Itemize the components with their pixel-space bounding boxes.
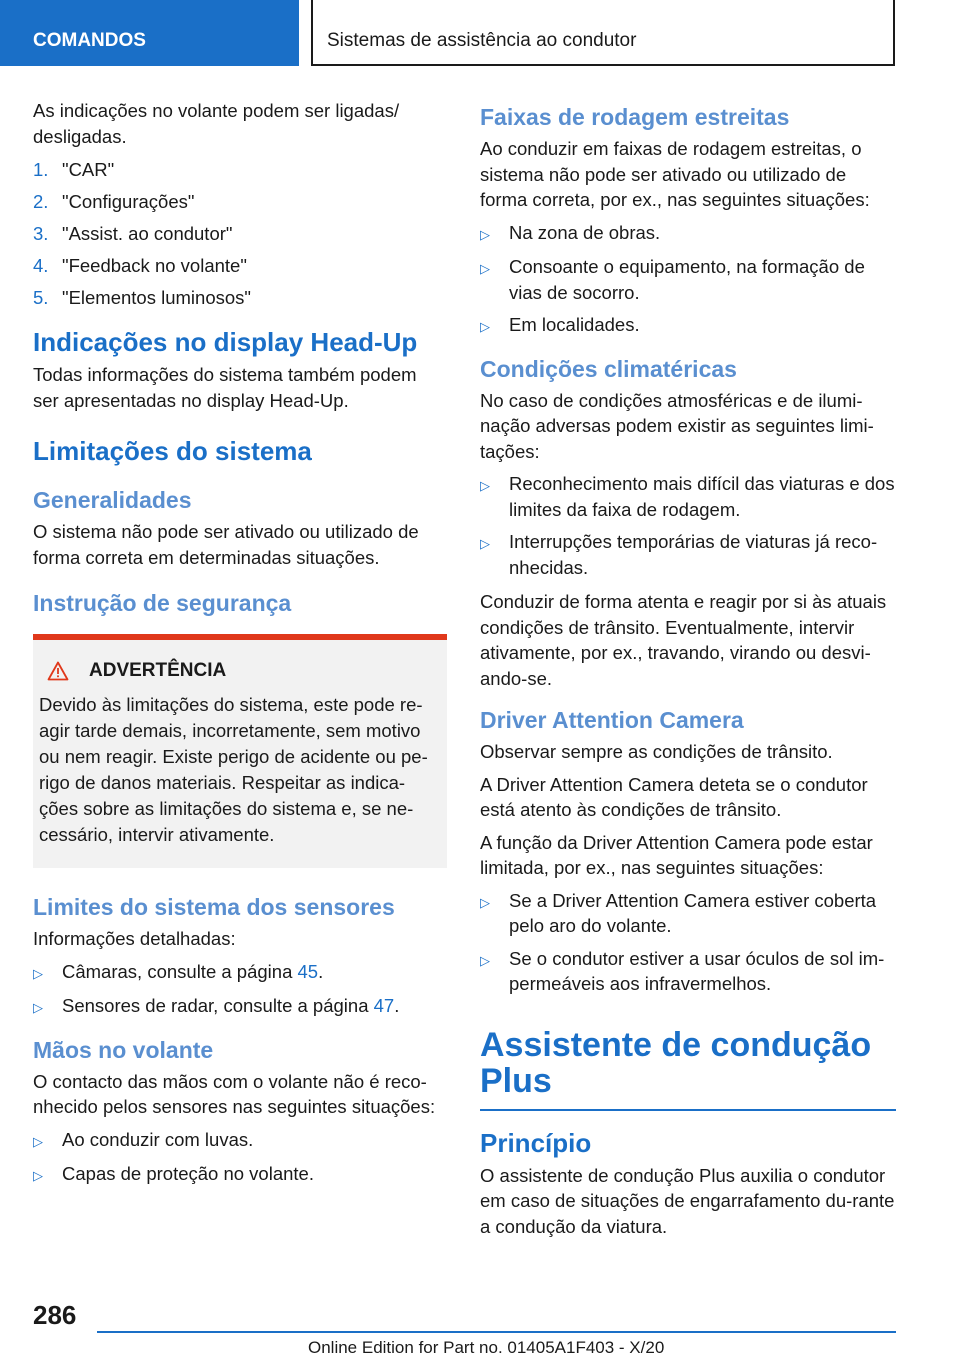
list-item [33, 993, 447, 1021]
step-number: 4. [33, 255, 49, 276]
step-number: 5. [33, 287, 49, 308]
page-link-radar[interactable]: 47 [373, 995, 395, 1016]
weather-heading: Condições climatéricas [480, 355, 737, 382]
step-text: "Assist. ao condutor" [62, 223, 233, 244]
page-header [0, 0, 960, 66]
list-item [480, 529, 896, 580]
step-number: 1. [33, 159, 49, 180]
camera-paragraph-1: Observar sempre as condições de trânsito. [480, 741, 833, 762]
list-item [33, 1127, 447, 1155]
narrow-list [480, 220, 896, 340]
principle-paragraph: O assistente de condução Plus auxilia o condutor em caso de situações de engarrafamento du-rante a condução da viatura. [480, 1164, 895, 1237]
hands-heading: Mãos no volante [33, 1036, 214, 1063]
weather-advice: Conduzir de forma atenta e reagir por si às atuais condições de trânsito. Eventualmente, intervir ativamente, por ex., travando, virando ou desvi-ando-se. [480, 591, 887, 689]
safety-heading: Instrução de segurança [33, 590, 292, 616]
step-item [33, 285, 447, 310]
chapter-divider [480, 1109, 896, 1111]
principle-heading: Princípio [480, 1127, 592, 1158]
list-item [33, 1161, 447, 1189]
triangle-right-icon: ▷ [33, 1133, 43, 1149]
triangle-right-icon: ▷ [480, 478, 490, 493]
list-item-text: Se a Driver Attention Camera estiver coberta pelo aro do volante. [509, 889, 877, 936]
triangle-right-icon: ▷ [33, 1000, 43, 1015]
weather-paragraph: No caso de condições atmosféricas e de ilumi-nação adversas podem existir as seguintes limi-tações: [480, 389, 874, 462]
warning-header [39, 660, 435, 682]
triangle-right-icon: ▷ [480, 226, 490, 242]
list-item [480, 220, 896, 248]
list-item-end: . [394, 995, 400, 1016]
narrow-paragraph: Ao conduzir em faixas de rodagem estreitas, o sistema não pode ser ativado ou utilizado de forma correta, por ex., nas seguintes situações: [480, 138, 870, 210]
list-item-text: Na zona de obras. [509, 221, 661, 243]
list-item [480, 471, 896, 522]
list-item-text: Reconhecimento mais difícil das viaturas e dos limites da faixa de rodagem. [509, 473, 895, 520]
left-column [33, 98, 447, 1198]
list-item-text: Câmaras, consulte a página [62, 960, 298, 982]
warning-label: ADVERTÊNCIA [89, 660, 227, 681]
hands-list [33, 1127, 447, 1189]
limits-heading: Limitações do sistema [33, 436, 312, 466]
triangle-right-icon: ▷ [480, 536, 490, 551]
list-item-text: Ao conduzir com luvas. [62, 1128, 254, 1150]
sensors-intro: Informações detalhadas: [33, 928, 236, 949]
list-item-text: Interrupções temporárias de viaturas já reco-nhecidas. [509, 531, 878, 578]
hands-paragraph: O contacto das mãos com o volante não é reco-nhecido pelos sensores nas seguintes situações: [33, 1070, 436, 1117]
list-item-text: Sensores de radar, consulte a página [62, 995, 374, 1016]
triangle-right-icon: ▷ [480, 319, 490, 334]
list-item [480, 312, 896, 340]
step-item [33, 221, 447, 246]
step-item [33, 157, 447, 182]
list-item-text: Consoante o equipamento, na formação de vias de socorro. [509, 256, 865, 303]
warning-box [33, 634, 447, 868]
hud-paragraph: Todas informações do sistema também podem ser apresentadas no display Head-Up. [33, 364, 417, 411]
narrow-heading: Faixas de rodagem estreitas [480, 104, 790, 130]
step-text: "Feedback no volante" [62, 255, 247, 276]
step-text: "Configurações" [62, 191, 195, 212]
warning-text: Devido às limitações do sistema, este pode re-agir tarde demais, incorretamente, sem motivo ou nem reagir. Existe perigo de acidente ou pe-rigo de danos materiais. Respeitar as indica-ções sobre as limitações do sistema e, se ne-cessário, intervir ativamente. [39, 694, 428, 845]
weather-list [480, 471, 896, 580]
plus-chapter-heading: Assistente de condução Plus [480, 1025, 872, 1100]
list-item-text: Capas de proteção no volante. [62, 1163, 314, 1184]
triangle-right-icon: ▷ [480, 261, 490, 276]
triangle-right-icon: ▷ [33, 965, 43, 981]
triangle-right-icon: ▷ [480, 894, 490, 910]
right-column [480, 98, 896, 1246]
section-tab: Sistemas de assistência ao condutor [311, 0, 895, 66]
step-text: "CAR" [62, 159, 115, 180]
camera-paragraph-2: A Driver Attention Camera deteta se o condutor está atento às condições de trânsito. [480, 773, 868, 820]
list-item [480, 946, 896, 997]
page-link-cameras[interactable]: 45 [297, 960, 319, 982]
step-number: 2. [33, 191, 49, 212]
step-number: 3. [33, 223, 49, 244]
sensors-heading: Limites do sistema dos sensores [33, 894, 395, 920]
hud-heading: Indicações no display Head-Up [33, 327, 418, 357]
step-text: "Elementos luminosos" [62, 287, 251, 308]
list-item [480, 888, 896, 939]
camera-heading: Driver Attention Camera [480, 707, 744, 733]
list-item-text: Em localidades. [509, 314, 640, 335]
list-item-end: . [318, 960, 324, 982]
footer-divider [97, 1331, 896, 1333]
step-item [33, 253, 447, 278]
edition-note: Online Edition for Part no. 01405A1F403 - X/20 [308, 1338, 665, 1357]
camera-paragraph-3: A função da Driver Attention Camera pode estar limitada, por ex., nas seguintes situações: [480, 831, 873, 878]
triangle-right-icon: ▷ [33, 1168, 43, 1183]
general-paragraph: O sistema não pode ser ativado ou utilizado de forma correta em determinadas situações. [33, 521, 419, 568]
steps-list [33, 157, 447, 310]
list-item [480, 254, 896, 305]
warning-triangle-icon [47, 661, 69, 681]
sensors-list [33, 959, 447, 1021]
step-item [33, 189, 447, 214]
list-item-text: Se o condutor estiver a usar óculos de sol im-permeáveis aos infravermelhos. [509, 947, 885, 994]
triangle-right-icon: ▷ [480, 952, 490, 968]
list-item [33, 959, 447, 987]
chapter-tab: COMANDOS [0, 0, 299, 66]
page-number: 286 [33, 1300, 77, 1330]
camera-list [480, 888, 896, 997]
intro-paragraph: As indicações no volante podem ser ligadas/ desligadas. [33, 100, 400, 147]
general-heading: Generalidades [33, 487, 192, 513]
page-footer [0, 1296, 960, 1362]
